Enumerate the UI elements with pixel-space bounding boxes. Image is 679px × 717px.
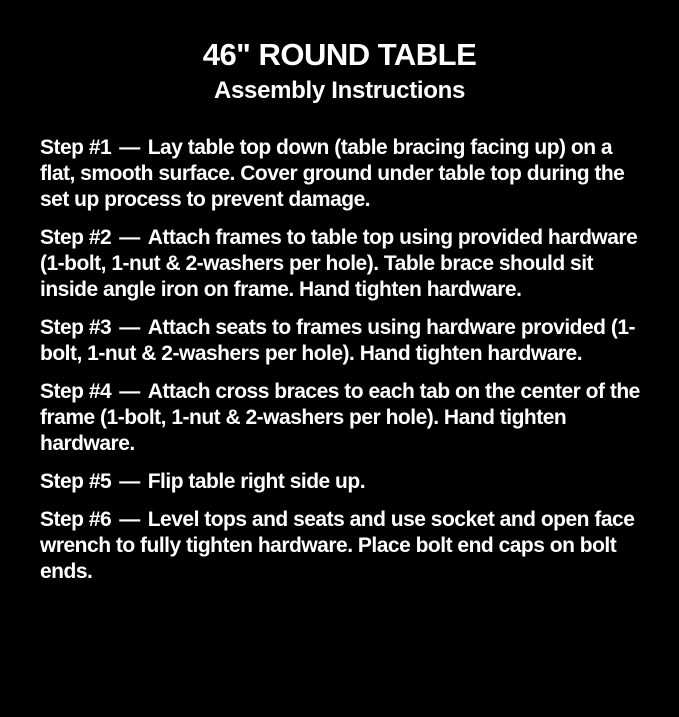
em-dash: —	[119, 508, 140, 531]
page-subtitle: Assembly Instructions	[213, 77, 466, 104]
em-dash: —	[119, 470, 140, 493]
step-text: Lay table top down (table bracing facing up) on a flat, smooth surface. Cover ground under table top during the set up process to prevent damage.	[40, 136, 625, 211]
poster-background	[0, 38, 679, 717]
step-label: Step #5	[40, 470, 112, 493]
step-label: Step #1	[40, 136, 112, 159]
step-item	[40, 315, 649, 367]
em-dash: —	[119, 136, 140, 159]
step-text: Attach frames to table top using provided hardware (1-bolt, 1-nut & 2-washers per hole). Table brace should sit inside angle iron on frame. Hand tighten hardware.	[40, 226, 638, 301]
step-label: Step #4	[40, 380, 112, 403]
step-label: Step #2	[40, 226, 112, 249]
header	[0, 38, 679, 106]
step-text: Level tops and seats and use socket and open face wrench to fully tighten hardware. Place bolt end caps on bolt ends.	[40, 508, 635, 583]
step-item	[40, 507, 649, 585]
em-dash: —	[119, 226, 140, 249]
step-text: Attach seats to frames using hardware provided (1-bolt, 1-nut & 2-washers per hole). Hand tighten hardware.	[40, 316, 635, 365]
page-title: 46" ROUND TABLE	[202, 37, 477, 72]
step-label: Step #6	[40, 508, 112, 531]
step-item	[40, 135, 649, 213]
step-text: Flip table right side up.	[147, 470, 366, 493]
instructions-list	[40, 135, 649, 585]
em-dash: —	[119, 380, 140, 403]
step-label: Step #3	[40, 316, 112, 339]
step-text: Attach cross braces to each tab on the center of the frame (1-bolt, 1-nut & 2-washers per hole). Hand tighten hardware.	[40, 380, 640, 455]
step-item	[40, 225, 649, 303]
em-dash: —	[119, 316, 140, 339]
step-item	[40, 379, 649, 457]
step-item	[40, 469, 649, 495]
